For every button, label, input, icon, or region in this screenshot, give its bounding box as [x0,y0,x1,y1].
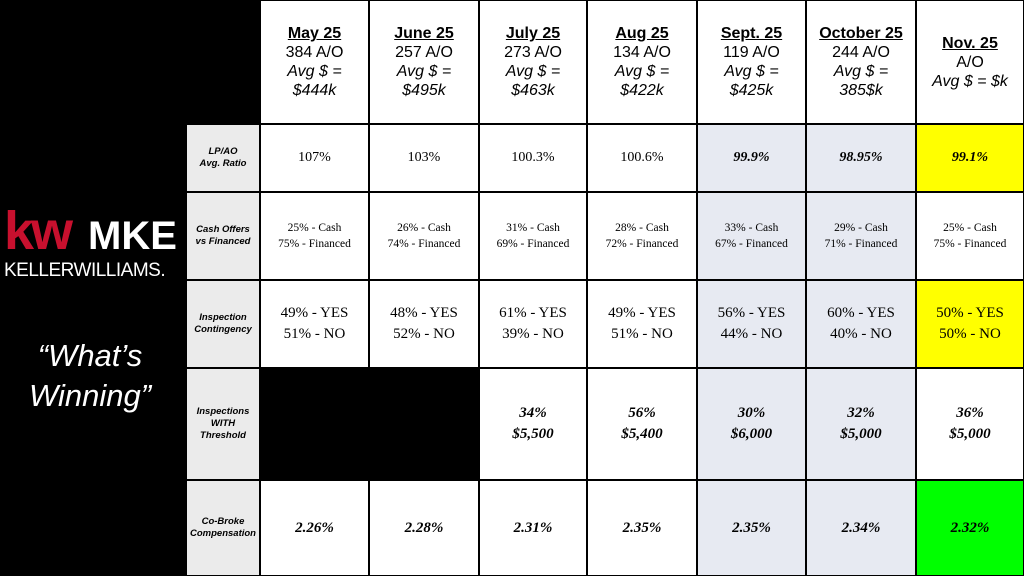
threshold-amount: $5,000 [840,426,882,442]
avg-price-value: $463k [511,82,555,99]
row-label-cash [186,192,260,280]
row-label-line: Co-Broke [201,516,245,527]
row-label-line: LP/AO [208,146,238,157]
cobroke-july: 2.31% [479,480,587,576]
avg-price-value: $444k [292,82,337,99]
threshold-amount: $5,400 [621,426,663,442]
row-label-inspection [186,280,260,368]
logo-kellerwilliams-text: KELLERWILLIAMS. [4,260,166,281]
avg-price-label: Avg $ = [833,63,889,80]
no-pct: 44% - NO [720,326,783,342]
header-sept [697,0,806,124]
lp-ao-july: 100.3% [479,124,587,192]
cash-may [260,192,369,280]
header-june [369,0,479,124]
cobroke-sept: 2.35% [697,480,806,576]
yes-pct: 61% - YES [499,305,567,321]
yes-pct: 48% - YES [390,305,458,321]
threshold-amount: $5,000 [949,426,991,442]
ao-count: A/O [956,53,984,71]
ao-count: 257 A/O [395,44,453,61]
cash-pct: 25% - Cash [943,222,997,234]
month-label: July 25 [505,25,561,42]
cash-pct: 25% - Cash [287,222,342,234]
row-label-line: Inspections [196,406,250,417]
header-aug [587,0,697,124]
threshold-amount: $5,500 [512,426,554,442]
inspection-sept [697,280,806,368]
financed-pct: 75% - Financed [933,238,1007,250]
row-label-line: Avg. Ratio [199,158,247,169]
table-corner [0,0,260,124]
threshold-pct: 30% [737,405,766,421]
header-may [260,0,369,124]
threshold-pct: 32% [847,405,875,421]
cobroke-october: 2.34% [806,480,916,576]
lp-ao-october: 98.95% [806,124,916,192]
avg-price-value: $422k [620,82,664,99]
threshold-nov [916,368,1024,480]
month-label: Aug 25 [615,25,669,42]
yes-pct: 49% - YES [280,305,349,321]
lp-ao-may: 107% [260,124,369,192]
month-label: Nov. 25 [942,34,998,52]
month-label: June 25 [394,25,454,42]
ao-count: 244 A/O [832,44,890,61]
no-pct: 50% - NO [939,326,1001,342]
threshold-october [806,368,916,480]
avg-price-value: $495k [402,82,446,99]
ao-count: 273 A/O [504,44,562,61]
cobroke-june: 2.28% [369,480,479,576]
row-label-line: WITH [210,418,236,429]
month-label: October 25 [819,25,903,42]
row-label-line: Compensation [190,528,256,539]
cash-sept [697,192,806,280]
cash-july [479,192,587,280]
avg-price-label: Avg $ = [505,63,561,80]
financed-pct: 72% - Financed [605,238,679,250]
header-july [479,0,587,124]
financed-pct: 71% - Financed [824,238,898,250]
row-spacer [0,480,186,576]
cash-pct: 28% - Cash [615,222,669,234]
cash-pct: 31% - Cash [506,222,560,234]
threshold-pct: 34% [519,405,547,421]
cash-june [369,192,479,280]
threshold-sept [697,368,806,480]
avg-price-value: $425k [729,82,774,99]
threshold-pct: 56% [628,405,656,421]
cash-pct: 29% - Cash [834,222,888,234]
cobroke-may: 2.26% [260,480,369,576]
threshold-pct: 36% [956,405,984,421]
lp-ao-june: 103% [369,124,479,192]
cobroke-aug: 2.35% [587,480,697,576]
ao-count: 134 A/O [613,44,671,61]
logo-kw-text: kw [4,201,71,261]
avg-price-label: Avg $ = [287,63,342,80]
row-spacer [0,368,186,480]
no-pct: 51% - NO [611,326,673,342]
lp-ao-nov: 99.1% [916,124,1024,192]
financed-pct: 74% - Financed [387,238,461,250]
threshold-july [479,368,587,480]
avg-price-label: Avg $ = $k [932,72,1008,90]
inspection-october [806,280,916,368]
lp-ao-aug: 100.6% [587,124,697,192]
cash-october [806,192,916,280]
cash-pct: 26% - Cash [397,222,451,234]
no-pct: 52% - NO [393,326,455,342]
cash-pct: 33% - Cash [724,222,779,234]
row-label-cobroke [186,480,260,576]
row-label-line: Threshold [200,430,246,441]
row-spacer [0,124,186,192]
no-pct: 39% - NO [502,326,564,342]
inspection-nov [916,280,1024,368]
month-label: May 25 [287,25,342,42]
tagline-line-1: “What’s [37,338,143,373]
header-october [806,0,916,124]
avg-price-label: Avg $ = [724,63,779,80]
month-label: Sept. 25 [720,25,783,42]
financed-pct: 69% - Financed [496,238,570,250]
financed-pct: 67% - Financed [715,238,788,250]
row-label-threshold [186,368,260,480]
row-label-line: Contingency [194,324,252,335]
inspection-july [479,280,587,368]
row-label-line: Inspection [199,312,247,323]
threshold-amount: $6,000 [730,426,773,442]
row-label-line: vs Financed [195,236,251,247]
row-spacer [0,192,186,280]
financed-pct: 75% - Financed [278,238,351,250]
yes-pct: 56% - YES [717,305,786,321]
tagline-line-2: Winning” [28,378,152,413]
yes-pct: 49% - YES [608,305,676,321]
inspection-may [260,280,369,368]
row-label-lp-ao [186,124,260,192]
header-nov [916,0,1024,124]
ao-count: 119 A/O [723,44,780,61]
row-spacer [0,280,186,368]
logo-mke-text: MKE [88,214,177,258]
threshold-aug [587,368,697,480]
cash-nov [916,192,1024,280]
inspection-june [369,280,479,368]
inspection-aug [587,280,697,368]
row-label-line: Cash Offers [196,224,250,235]
no-pct: 51% - NO [283,326,346,342]
avg-price-value: 385$k [839,82,883,99]
avg-price-label: Avg $ = [614,63,670,80]
avg-price-label: Avg $ = [396,63,452,80]
yes-pct: 50% - YES [936,305,1004,321]
lp-ao-sept: 99.9% [697,124,806,192]
no-pct: 40% - NO [830,326,892,342]
yes-pct: 60% - YES [827,305,895,321]
ao-count: 384 A/O [285,44,344,61]
cash-aug [587,192,697,280]
threshold-no-data-block [260,368,479,480]
cobroke-nov: 2.32% [916,480,1024,576]
